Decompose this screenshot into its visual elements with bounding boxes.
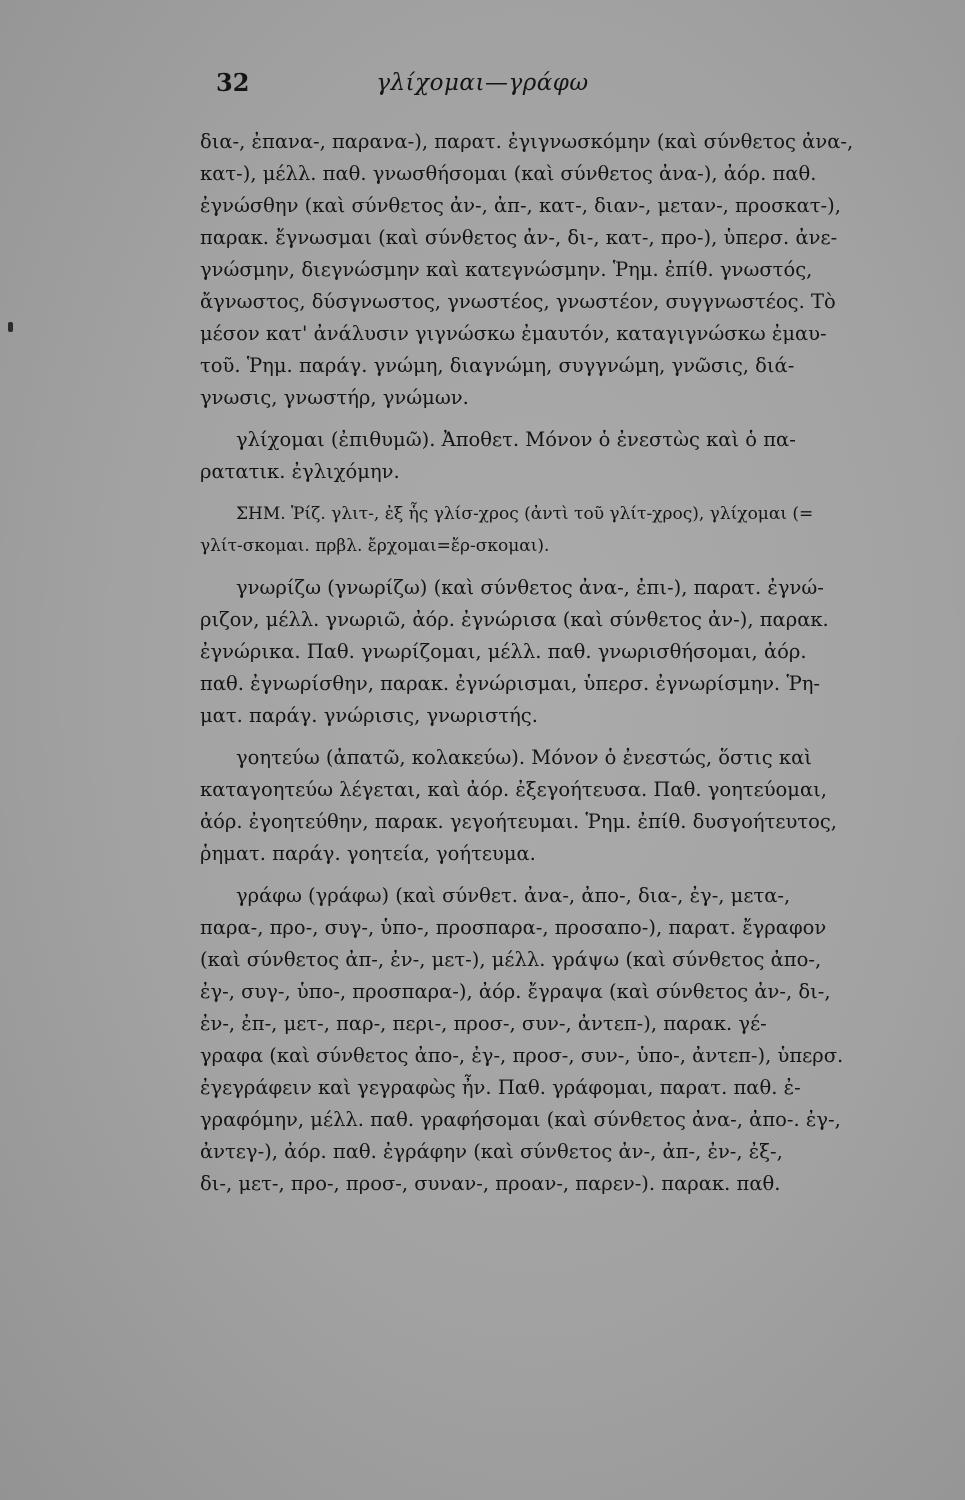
- text-line: παρακ. ἔγνωσμαι (καὶ σύνθετος ἀν-, δι-, κατ-, προ-), ὑπερσ. ἀνε-: [200, 226, 838, 249]
- entry-headline-gnorizo: γνωρίζω (γνωρίζω) (καὶ σύνθετος ἀνα-, ἐπι-), παρατ. ἐγνώ-: [236, 576, 824, 599]
- text-line: γνωσις, γνωστήρ, γνώμων.: [200, 386, 469, 409]
- text-line: ῥηματ. παράγ. γοητεία, γοήτευμα.: [200, 842, 536, 865]
- running-head: γλίχομαι—γράφω: [376, 70, 589, 96]
- text-line: γνώσμην, διεγνώσμην καὶ κατεγνώσμην. Ῥημ. ἐπίθ. γνωστός,: [200, 258, 813, 281]
- text-line: μέσον κατ' ἀνάλυσιν γιγνώσκω ἐμαυτόν, καταγιγνώσκω ἐμαυ-: [200, 322, 827, 345]
- text-line: καταγοητεύω λέγεται, καὶ ἀόρ. ἐξεγοήτευσα. Παθ. γοητεύομαι,: [200, 778, 827, 801]
- text-line: γραφα (καὶ σύνθετος ἀπο-, ἐγ-, προσ-, συν-, ὑπο-, ἀντεπ-), ὑπερσ.: [200, 1044, 844, 1067]
- entry-headline-grapho: γράφω (γράφω) (καὶ σύνθετ. ἀνα-, ἀπο-, δια-, ἐγ-, μετα-,: [236, 884, 791, 907]
- page-header: [0, 62, 965, 106]
- entry-headline-goeteuo: γοητεύω (ἀπατῶ, κολακεύω). Μόνον ὁ ἐνεστώς, ὅστις καὶ: [236, 746, 812, 769]
- note-line: γλίτ-σκομαι. πρβλ. ἔρχομαι=ἔρ-σκομαι).: [200, 536, 550, 556]
- binding-mark: [8, 322, 13, 332]
- text-line: γραφόμην, μέλλ. παθ. γραφήσομαι (καὶ σύνθετος ἀνα-, ἀπο-. ἐγ-,: [200, 1108, 841, 1131]
- text-line: ἀντεγ-), ἀόρ. παθ. ἐγράφην (καὶ σύνθετος ἀν-, ἀπ-, ἐν-, ἐξ-,: [200, 1140, 783, 1163]
- text-line: δια-, ἐπανα-, παρανα-), παρατ. ἐγιγνωσκόμην (καὶ σύνθετος ἀνα-,: [200, 130, 854, 153]
- text-line: παρα-, προ-, συγ-, ὑπο-, προσπαρα-, προσαπο-), παρατ. ἔγραφον: [200, 916, 827, 939]
- entry-headline-glichomai: γλίχομαι (ἐπιθυμῶ). Ἀποθετ. Μόνον ὁ ἐνεστὼς καὶ ὁ πα-: [236, 428, 796, 451]
- text-line: ἐγνώρικα. Παθ. γνωρίζομαι, μέλλ. παθ. γνωρισθήσομαι, ἀόρ.: [200, 640, 807, 663]
- text-line: ἐγ-, συγ-, ὑπο-, προσπαρα-), ἀόρ. ἔγραψα (καὶ σύνθετος ἀν-, δι-,: [200, 980, 831, 1003]
- text-line: ματ. παράγ. γνώρισις, γνωριστής.: [200, 704, 538, 727]
- text-line: παθ. ἐγνωρίσθην, παρακ. ἐγνώρισμαι, ὑπερσ. ἐγνωρίσμην. Ῥη-: [200, 672, 820, 695]
- text-line: ρατατικ. ἐγλιχόμην.: [200, 460, 400, 483]
- text-line: ἀόρ. ἐγοητεύθην, παρακ. γεγοήτευμαι. Ῥημ. ἐπίθ. δυσγοήτευτος,: [200, 810, 837, 833]
- text-line: ριζον, μέλλ. γνωριῶ, ἀόρ. ἐγνώρισα (καὶ σύνθετος ἀν-), παρακ.: [200, 608, 829, 631]
- text-line: κατ-), μέλλ. παθ. γνωσθήσομαι (καὶ σύνθετος ἀνα-), ἀόρ. παθ.: [200, 162, 817, 185]
- page-body: [200, 126, 938, 1200]
- text-line: ἐν-, ἐπ-, μετ-, παρ-, περι-, προσ-, συν-, ἀντεπ-), παρακ. γέ-: [200, 1012, 767, 1035]
- text-line: (καὶ σύνθετος ἀπ-, ἐν-, μετ-), μέλλ. γράψω (καὶ σύνθετος ἀπο-,: [200, 948, 822, 971]
- page-number: 32: [216, 68, 250, 97]
- text-line: τοῦ. Ῥημ. παράγ. γνώμη, διαγνώμη, συγγνώμη, γνῶσις, διά-: [200, 354, 795, 377]
- text-line: ἐγνώσθην (καὶ σύνθετος ἀν-, ἀπ-, κατ-, διαν-, μεταν-, προσκατ-),: [200, 194, 841, 217]
- text-line: ἄγνωστος, δύσγνωστος, γνωστέος, γνωστέον, συγγνωστέος. Τὸ: [200, 290, 836, 313]
- text-line: δι-, μετ-, προ-, προσ-, συναν-, προαν-, παρεν-). παρακ. παθ.: [200, 1172, 781, 1195]
- text-line: ἐγεγράφειν καὶ γεγραφὼς ἦν. Παθ. γράφομαι, παρατ. παθ. ἐ-: [200, 1076, 801, 1099]
- note-line: ΣΗΜ. Ῥίζ. γλιτ-, ἐξ ἧς γλίσ-χρος (ἀντὶ τοῦ γλίτ-χρος), γλίχομαι (=: [236, 504, 814, 524]
